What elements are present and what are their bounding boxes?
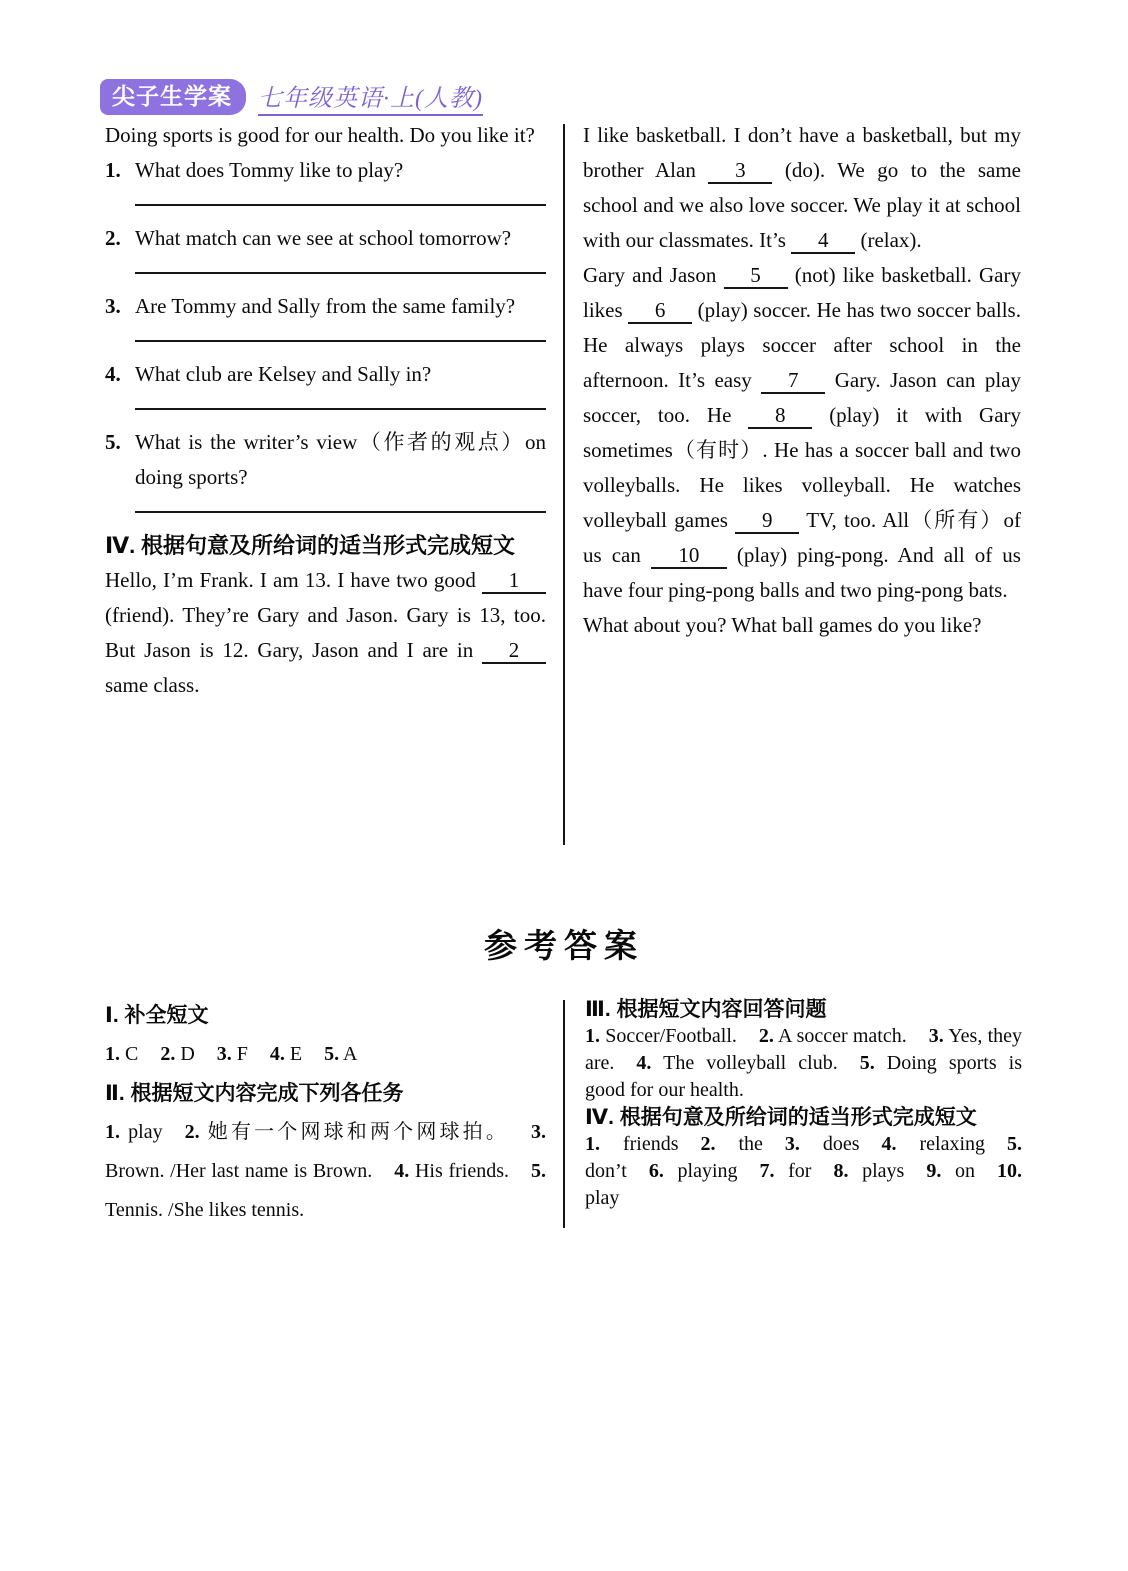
answer-item: 4. The volleyball club.	[636, 1052, 838, 1074]
question-3	[105, 289, 546, 324]
question-5	[105, 425, 546, 495]
cloze-blank-8: 8	[748, 403, 812, 429]
answer-item: 5. don’t	[585, 1133, 1022, 1182]
passage-paragraph: What about you? What ball games do you like?	[583, 613, 982, 637]
cloze-blank-1: 1	[482, 568, 546, 594]
answer-group-3	[585, 996, 1022, 1104]
answer-item: 5. Doing sports is good for our health.	[585, 1052, 1022, 1101]
cloze-passage-intro	[105, 563, 546, 703]
answer-item: 10. play	[585, 1160, 1022, 1209]
cloze-passage-body	[583, 118, 1021, 643]
answer-item: 3. Yes, they are.	[585, 1025, 1023, 1074]
cloze-blank-5: 5	[724, 263, 788, 289]
page-header	[100, 78, 483, 116]
answer-item: 6. playing	[648, 1160, 738, 1182]
section-number: Ⅳ.	[105, 533, 136, 558]
cloze-blank-7: 7	[761, 368, 825, 394]
answer-items	[105, 1035, 546, 1074]
answer-item: 4. relaxing	[881, 1133, 985, 1155]
answers-column-divider	[563, 1000, 565, 1228]
answer-item: 8. plays	[833, 1160, 905, 1182]
answer-item: 2. D	[160, 1043, 195, 1065]
answer-item: 1. friends	[585, 1133, 679, 1155]
answers-right-column	[585, 996, 1022, 1212]
cloze-blank-4: 4	[791, 228, 855, 254]
question-text: What match can we see at school tomorrow?	[135, 226, 512, 250]
question-number: 5.	[105, 430, 121, 454]
answer-item: 3. Brown. /Her last name is Brown.	[105, 1121, 547, 1182]
section-title: 根据句意及所给词的适当形式完成短文	[141, 533, 516, 558]
answer-item: 4. His friends.	[394, 1160, 509, 1182]
answer-item: 3. F	[216, 1043, 248, 1065]
answer-item: 2. the	[700, 1133, 763, 1155]
answers-left-column	[105, 996, 546, 1230]
section-iv-heading	[105, 528, 546, 563]
answer-group-heading: Ⅲ. 根据短文内容回答问题	[585, 998, 827, 1021]
answer-item: 1. C	[105, 1043, 139, 1065]
exercise-right-column	[583, 118, 1021, 643]
question-text: Are Tommy and Sally from the same family?	[135, 294, 516, 318]
question-text: What club are Kelsey and Sally in?	[135, 362, 432, 386]
question-4	[105, 357, 546, 392]
question-number: 3.	[105, 294, 121, 318]
passage-paragraph: I like basketball. I don’t have a basketball, but my brother Alan 3 (do). We go to the same school and we also love soccer. We play it at school with our classmates. It’s 4 (relax).	[583, 123, 1021, 252]
answer-line	[135, 511, 546, 513]
question-number: 4.	[105, 362, 121, 386]
question-text: What does Tommy like to play?	[135, 158, 404, 182]
answer-item: 2. A soccer match.	[758, 1025, 907, 1047]
answer-items	[585, 1023, 1022, 1104]
question-text: What is the writer’s view（作者的观点）on doing sports?	[135, 430, 546, 489]
passage-paragraph: Hello, I’m Frank. I am 13. I have two good 1 (friend). They’re Gary and Jason. Gary is 13, too. But Jason is 12. Gary, Jason and I are in 2 same class.	[105, 568, 546, 697]
answer-item: 7. for	[759, 1160, 812, 1182]
answer-group-1	[105, 996, 546, 1074]
exercise-left-column	[105, 118, 546, 703]
column-divider	[563, 124, 565, 845]
answer-group-2	[105, 1074, 546, 1230]
cloze-blank-9: 9	[735, 508, 799, 534]
question-2	[105, 221, 546, 256]
question-number: 2.	[105, 226, 121, 250]
answer-line	[135, 340, 546, 342]
answer-item: 1. play	[105, 1121, 163, 1143]
answer-group-heading: Ⅰ. 补全短文	[105, 1004, 209, 1027]
intro-text: Doing sports is good for our health. Do you like it?	[105, 123, 535, 147]
answer-line	[135, 204, 546, 206]
cloze-blank-10: 10	[651, 543, 727, 569]
answer-item: 1. Soccer/Football.	[585, 1025, 737, 1047]
question-number: 1.	[105, 158, 121, 182]
answer-items	[585, 1131, 1022, 1212]
cloze-blank-6: 6	[628, 298, 692, 324]
answer-key-title: 参考答案	[484, 927, 644, 964]
answer-group-heading: Ⅳ. 根据句意及所给词的适当形式完成短文	[585, 1106, 977, 1129]
question-1	[105, 153, 546, 188]
series-badge: 尖子生学案	[100, 79, 246, 115]
cloze-blank-3: 3	[708, 158, 772, 184]
answer-item: 4. E	[269, 1043, 303, 1065]
cloze-blank-2: 2	[482, 638, 546, 664]
answer-line	[135, 408, 546, 410]
answer-item: 5. A	[324, 1043, 358, 1065]
answer-group-heading: Ⅱ. 根据短文内容完成下列各任务	[105, 1082, 404, 1105]
answer-items	[105, 1113, 546, 1230]
passage-paragraph: Gary and Jason 5 (not) like basketball. Gary likes 6 (play) soccer. He has two soccer balls. He always plays soccer after school in the afternoon. It’s easy 7 Gary. Jason can play soccer, too. He 8 (play) it with Gary sometimes（有时）. He has a soccer ball and two volleyballs. He likes volleyball. He watches volleyball games 9 TV, too. All（所有）of us can 10 (play) ping-pong. And all of us have four ping-pong balls and two ping-pong bats.	[583, 263, 1022, 602]
answer-line	[135, 272, 546, 274]
answer-item: 2. 她有一个网球和两个网球拍。	[184, 1121, 510, 1143]
answer-item: 5. Tennis. /She likes tennis.	[105, 1160, 546, 1221]
answer-group-4	[585, 1104, 1022, 1212]
answer-item: 3. does	[784, 1133, 860, 1155]
answer-item: 9. on	[926, 1160, 975, 1182]
edition-label: 七年级英语·上(人教)	[258, 78, 483, 116]
